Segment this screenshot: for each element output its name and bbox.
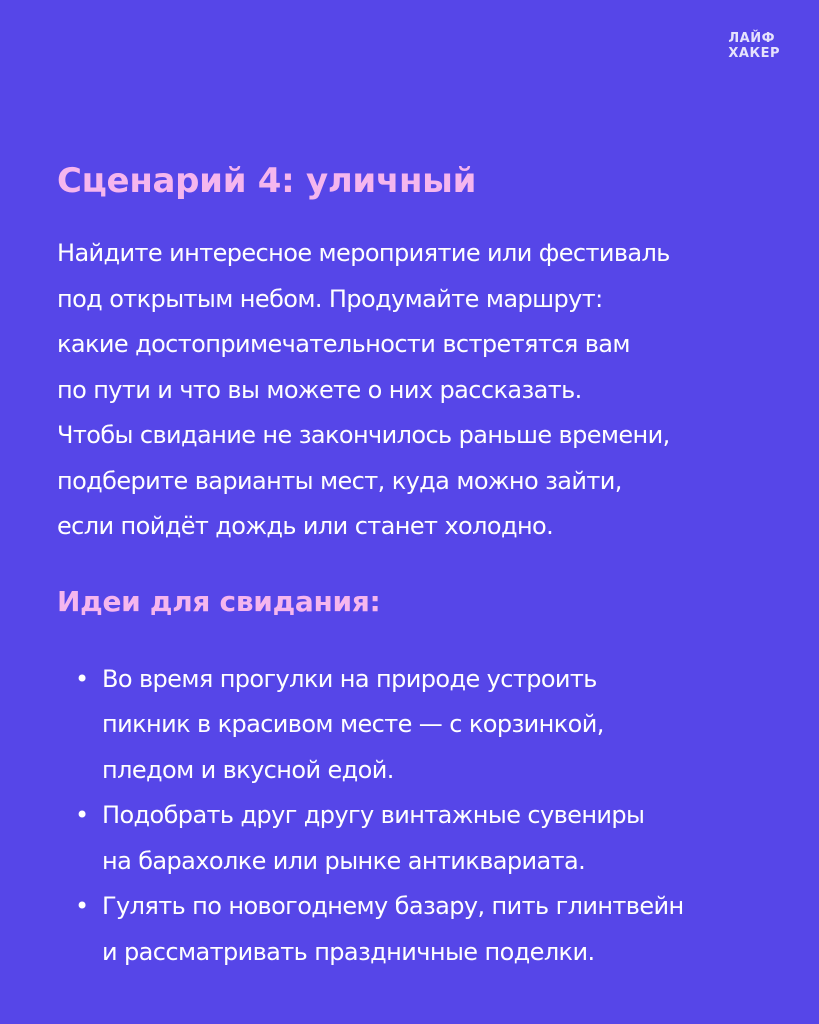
description-line: Найдите интересное мероприятие или фестиваль <box>57 239 670 267</box>
bullet-icon: • <box>75 801 89 829</box>
bullet-icon: • <box>75 892 89 920</box>
idea-line: Во время прогулки на природе устроить <box>102 664 597 693</box>
idea-line: Гулять по новогоднему базару, пить глинтвейн <box>102 892 684 920</box>
idea-line: Подобрать друг другу винтажные сувениры <box>102 801 645 829</box>
idea-line: на барахолке или рынке антиквариата. <box>102 846 586 875</box>
idea-item-picnic <box>57 657 777 794</box>
description-line: под открытым небом. Продумайте маршрут: <box>57 284 603 313</box>
ideas-list <box>57 657 777 976</box>
lifehacker-logo <box>728 31 780 61</box>
logo-line-2: ХАКЕР <box>728 46 780 61</box>
idea-item-bazaar <box>57 884 777 975</box>
description-line: Чтобы свидание не закончилось раньше времени, <box>57 421 670 449</box>
idea-line: пледом и вкусной едой. <box>102 755 394 784</box>
description-line: какие достопримечательности встретятся вам <box>57 330 630 358</box>
scenario-heading: Сценарий 4: уличный <box>57 161 477 201</box>
idea-line: пикник в красивом месте — с корзинкой, <box>102 710 604 738</box>
ideas-heading: Идеи для свидания: <box>57 584 381 618</box>
description-line: если пойдёт дождь или станет холодно. <box>57 512 554 540</box>
idea-item-vintage <box>57 793 777 884</box>
article-card <box>57 155 777 975</box>
logo-line-1: ЛАЙФ <box>728 31 776 46</box>
idea-line: и рассматривать праздничные поделки. <box>102 937 595 966</box>
bullet-icon: • <box>75 664 89 693</box>
description-line: по пути и что вы можете о них рассказать. <box>57 375 582 404</box>
scenario-description <box>57 231 777 550</box>
description-line: подберите варианты мест, куда можно зайти, <box>57 466 622 495</box>
